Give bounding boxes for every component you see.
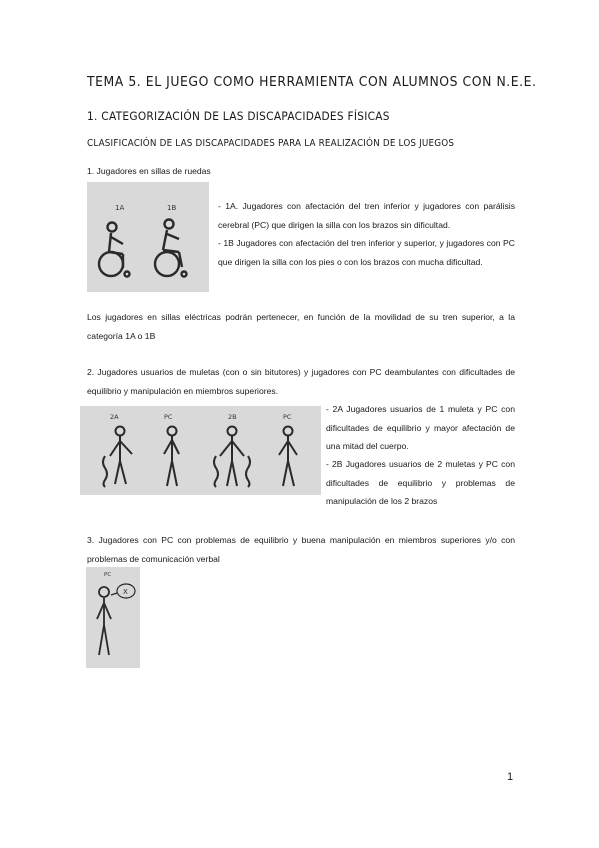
figure-speech-icon [97,587,111,655]
figure-two-crutches-icon [214,427,250,488]
item-1a: - 1A. Jugadores con afectación del tren inferior y jugadores con parálisis cerebral (PC) que dirigen la silla con los brazos sin dificultad. [218,201,515,230]
label-pc-1: PC [164,413,173,421]
wheelchair-illustration [87,182,209,292]
figure-one-crutch-icon [103,427,132,488]
wheelchair-user-icon [155,220,187,277]
label-pc-3: PC [104,572,112,578]
item-2a: - 2A Jugadores usuarios de 1 muleta y PC con dificultades de equilibrio y mayor afectación de una mitad del cuerpo. [326,404,515,451]
label-1a: 1A [115,204,125,212]
crutches-illustration [80,406,321,495]
group1-heading: 1. Jugadores en sillas de ruedas [87,166,211,176]
group1-note: Los jugadores en sillas eléctricas podrán pertenecer, en función de la movilidad de su tren superior, a la categoría 1A o 1B [87,312,515,341]
item-2b: - 2B Jugadores usuarios de 2 muletas y PC con dificultades de equilibrio y problemas de manipulación de los 2 brazos [326,459,515,506]
section-heading: 1. CATEGORIZACIÓN DE LAS DISCAPACIDADES FÍSICAS [87,109,390,123]
figure-pc-standing-icon [164,427,179,487]
page-number: 1 [507,771,514,783]
wheelchair-user-icon [99,223,130,277]
figure-pc-standing-icon [279,427,297,487]
label-2a: 2A [110,413,119,421]
document-title: TEMA 5. EL JUEGO COMO HERRAMIENTA CON ALUMNOS CON N.E.E. [87,74,537,90]
group2-heading: 2. Jugadores usuarios de muletas (con o sin bitutores) y jugadores con PC deambulantes con dificultades de equilibrio y manipulación en miembros superiores. [87,367,515,396]
pc-communication-illustration [86,567,140,668]
label-pc-2: PC [283,413,292,421]
group3-heading: 3. Jugadores con PC con problemas de equilibrio y buena manipulación en miembros superiores y/o con problemas de comunicación verbal [87,535,515,564]
item-1b: - 1B Jugadores con afectación del tren inferior y superior, y jugadores con PC que dirigen la silla con los pies o con los brazos con mucha dificultad. [218,238,515,267]
label-2b: 2B [228,413,237,421]
speech-bubble-text: X [123,588,128,596]
subsection-heading: CLASIFICACIÓN DE LAS DISCAPACIDADES PARA LA REALIZACIÓN DE LOS JUEGOS [87,138,455,149]
label-1b: 1B [167,204,177,212]
